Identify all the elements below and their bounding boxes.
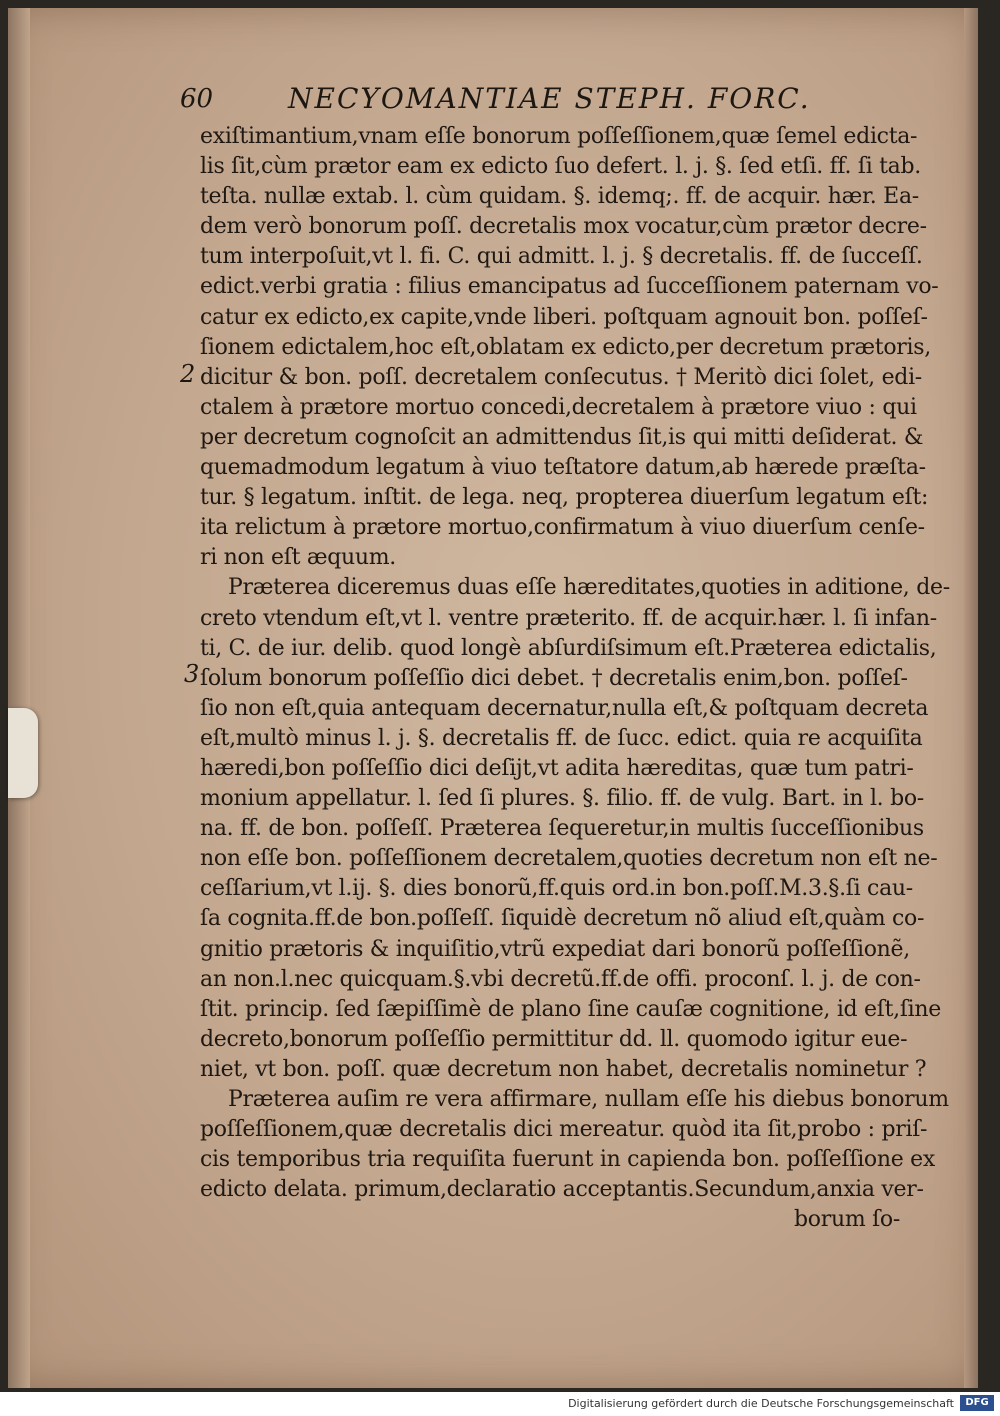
dfg-logo: DFG	[960, 1395, 994, 1411]
page-number: 60	[180, 84, 214, 114]
text-line: monium appellatur. l. ſed ſi plures. §. filio. ff. de vulg. Bart. in l. bo-	[200, 786, 924, 812]
body-text	[200, 122, 950, 1235]
text-line: Præterea diceremus duas eſſe hæreditates,quoties in aditione, de-	[228, 575, 950, 601]
text-line: ſio non eſt,quia antequam decernatur,nulla eſt,& poſtquam decreta	[200, 695, 929, 721]
text-line: exiſtimantium,vnam eſſe bonorum poſſeſſionem,quæ ſemel edictа-	[200, 124, 918, 149]
text-line: ſa cognita.ff.de bon.poſſeſſ. ſiquidè decretum nõ aliud eſt,quàm co-	[200, 906, 925, 932]
text-line: quemadmodum legatum à viuo teſtatore datum,ab hærede præſta-	[200, 455, 926, 481]
text-line: dicitur & bon. poſſ. decretalem conſecutus. † Meritò dici ſolet, edi-	[200, 364, 922, 390]
text-line: an non.l.nec quicquam.§.vbi decretũ.ff.de offi. proconſ. l. j. de con-	[200, 966, 921, 992]
text-line: tur. § legatum. inſtit. de lega. neq, propterea diuerſum legatum eſt:	[200, 485, 929, 511]
running-head: NECYOMANTIAE STEPH. FORC.	[288, 82, 811, 115]
text-line: eſt,multò minus l. j. §. decretalis ff. de ſucc. edict. quia re acquiſita	[200, 725, 923, 751]
text-line: ſionem edictalem,hoc eſt,oblatam ex edicto,per decretum prætoris,	[200, 334, 931, 360]
text-line: ſtit. princip. ſed ſæpiſſimè de plano ſine cauſæ cognitione, id eſt,ſine	[200, 996, 941, 1022]
text-line: ſolum bonorum poſſeſſio dici debet. † decretalis enim,bon. poſſeſ-	[200, 665, 908, 691]
page-gutter	[8, 8, 30, 1388]
catchword: borum ſo-	[794, 1207, 900, 1233]
text-line: creto vtendum eſt,vt l. ventre præterito. ff. de acquir.hær. l. ſi infan-	[200, 605, 937, 631]
text-line: Præterea auſim re vera affirmare, nullam eſſe his diebus bonorum	[228, 1087, 949, 1112]
margin-note-3: 3	[184, 660, 200, 688]
text-line: tum interpoſuit,vt l. fi. C. qui admitt. l. j. § decretalis. ff. de ſucceſſ.	[200, 244, 923, 270]
page-edge	[964, 8, 978, 1388]
text-line: per decretum cognoſcit an admittendus ſit,is qui mitti deſiderat. &	[200, 424, 924, 450]
text-line: ri non eſt æquum.	[200, 545, 396, 571]
text-line: catur ex edicto,ex capite,vnde liberi. poſtquam agnouit bon. poſſeſ-	[200, 304, 928, 330]
text-line: edict.verbi gratia : filius emancipatus ad ſucceſſionem paternam vo-	[200, 274, 939, 300]
text-line: non eſſe bon. poſſeſſionem decretalem,quoties decretum non eſt ne-	[200, 846, 938, 872]
text-line: edicto delata. primum,declaratio acceptantis.Secundum,anxia ver-	[200, 1177, 924, 1203]
text-line: teſta. nullæ extab. l. cùm quidam. §. idemq;. ff. de acquir. hær. Ea-	[200, 184, 919, 210]
bookmark-tab	[8, 708, 38, 798]
text-line: ctalem à prætore mortuo concedi,decretalem à prætore viuo : qui	[200, 394, 917, 420]
text-line: cis temporibus tria requiſita fuerunt in capienda bon. poſſeſſione ex	[200, 1147, 935, 1173]
text-line: dem verò bonorum poſſ. decretalis mox vocatur,cùm prætor decre-	[200, 214, 927, 240]
text-line: lis ſit,cùm prætor eam ex edicto ſuo defert. l. j. §. ſed etſi. ff. ſi tab.	[200, 154, 921, 180]
funding-credit: Digitalisierung gefördert durch die Deutsche Forschungsgemeinschaft	[568, 1397, 954, 1410]
text-line: niet, vt bon. poſſ. quæ decretum non habet, decretalis nominetur ?	[200, 1056, 927, 1082]
text-line: decreto,bonorum poſſeſſio permittitur dd. ll. quomodo igitur eue-	[200, 1026, 908, 1052]
text-line: ceſſarium,vt l.ij. §. dies bonorũ,ff.quis ord.in bon.poſſ.M.3.§.ſi cau-	[200, 876, 913, 902]
text-line: ti, C. de iur. delib. quod longè abſurdiſsimum eſt.Præterea edictalis,	[200, 635, 937, 661]
text-line: na. ff. de bon. poſſeſſ. Præterea ſequeretur,in multis ſucceſſionibus	[200, 816, 924, 842]
margin-note-2: 2	[180, 360, 196, 388]
text-line: hæredi,bon poſſeſſio dici deſijt,vt adita hæreditas, quæ tum patri-	[200, 755, 914, 781]
text-line: poſſeſſionem,quæ decretalis dici mereatur. quòd ita ſit,probo : priſ-	[200, 1117, 928, 1143]
text-line: gnitio prætoris & inquiſitio,vtrũ expediat dari bonorũ poſſeſſionẽ,	[200, 936, 910, 962]
footer	[0, 1392, 1000, 1416]
text-line: ita relictum à prætore mortuo,confirmatum à viuo diuerſum cenſe-	[200, 515, 925, 541]
